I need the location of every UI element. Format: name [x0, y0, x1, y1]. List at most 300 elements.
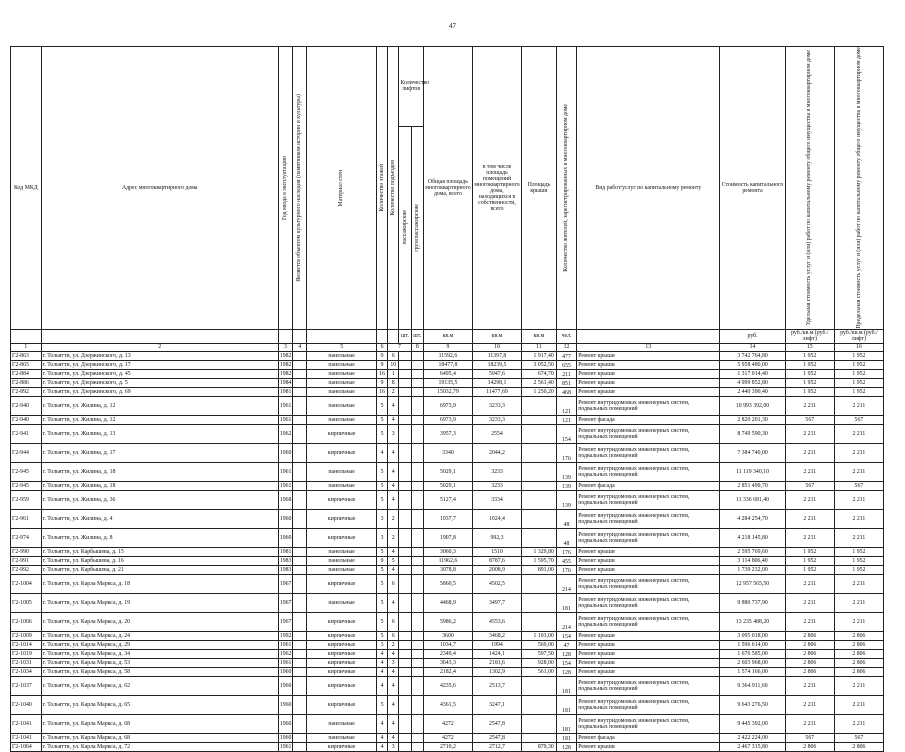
cell-unit: 2 806 [785, 742, 834, 751]
cell-roof: 2 561,40 [522, 378, 557, 387]
cell-owned: 2547,8 [472, 714, 521, 733]
cell-cost: 13 235 488,20 [720, 612, 785, 631]
cell-work: Ремонт внутридомовых инженерных систем, подвальных помещений [577, 462, 720, 481]
cell-ent: 5 [388, 556, 399, 565]
cell-empty [399, 481, 411, 490]
cell-cost: 11 336 681,40 [720, 490, 785, 509]
cell-owned: 1424,1 [472, 649, 521, 658]
cell-people: 181 [556, 593, 576, 612]
cell-empty [411, 649, 423, 658]
cell-empty [411, 742, 423, 751]
cell-empty [399, 649, 411, 658]
cell-limit: 2 806 [834, 640, 883, 649]
cell-empty [293, 649, 307, 658]
cell-roof: 1 329,80 [522, 547, 557, 556]
cell-address: г. Тольятти, ул. Дзержинского, д. 13 [41, 351, 278, 360]
cell-address: г. Тольятти, ул. Жилина, д. 12 [41, 396, 278, 415]
cell-unit: 2 211 [785, 612, 834, 631]
cell-work: Ремонт внутридомовых инженерных систем, подвальных помещений [577, 695, 720, 714]
cell-empty [293, 462, 307, 481]
cell-owned: 14298,1 [472, 378, 521, 387]
header-works: Вид работ/услуг по капитальному ремонту [577, 47, 720, 330]
cell-walls: кирпичные [307, 676, 377, 695]
cell-empty [411, 574, 423, 593]
cell-limit: 2 806 [834, 742, 883, 751]
cell-limit: 2 211 [834, 443, 883, 462]
cell-year: 1960 [279, 734, 292, 741]
cell-owned: 3233 [472, 481, 521, 490]
cell-address: г. Тольятти, ул. Жилина, д. 8 [41, 528, 278, 547]
table-row [11, 649, 884, 658]
cell-unit: 2 211 [785, 490, 834, 509]
cell-limit: 567 [834, 415, 883, 424]
cell-people: 48 [556, 509, 576, 528]
cell-people: 47 [556, 640, 576, 649]
cell-work: Ремонт крыши [577, 378, 720, 387]
cell-owned: 1302,9 [472, 667, 521, 676]
cell-floors: 9 [376, 351, 387, 360]
cell-people: 214 [556, 574, 576, 593]
cell-area: 2710,2 [423, 742, 472, 751]
cell-empty [293, 667, 307, 676]
cell-walls: кирпичные [307, 443, 377, 462]
cell-work: Ремонт внутридомовых инженерных систем, подвальных помещений [577, 424, 720, 443]
cell-limit: 1 952 [834, 387, 883, 396]
cell-limit: 2 211 [834, 695, 883, 714]
cell-work: Ремонт крыши [577, 631, 720, 640]
cell-limit: 1 952 [834, 547, 883, 556]
table-body [11, 351, 884, 751]
cell-area: 4272 [423, 733, 472, 742]
cell-area: 15032,79 [423, 387, 472, 396]
cell-year: 1961 [279, 482, 292, 489]
cell-floors: 4 [376, 658, 387, 667]
cell-code: Г2-1031 [11, 658, 42, 667]
cell-code: Г2-991 [11, 556, 42, 565]
cell-floors: 5 [376, 396, 387, 415]
cell-unit: 2 211 [785, 714, 834, 733]
unit-people: чел. [556, 329, 576, 343]
cell-work: Ремонт фасада [577, 733, 720, 742]
cell-work: Ремонт крыши [577, 658, 720, 667]
header-unit-cost: Удельная стоимость услуг и (или) работ по капитальному ремонту общего имущества в многоквартирном доме [785, 47, 834, 330]
cell-empty [399, 695, 411, 714]
cell-code: Г2-1006 [11, 612, 42, 631]
cell-cost: 4 999 852,80 [720, 378, 785, 387]
cell-roof [522, 714, 557, 733]
cell-ent: 4 [388, 481, 399, 490]
cell-area: 18477,8 [423, 360, 472, 369]
cell-walls: панельные [307, 481, 377, 490]
cell-empty [411, 676, 423, 695]
cell-area: 2349,4 [423, 649, 472, 658]
cell-cost: 1 574 166,00 [720, 667, 785, 676]
cell-empty [411, 396, 423, 415]
cell-address: г. Тольятти, ул. Карбышева, д. 21 [41, 565, 278, 574]
cell-people: 181 [556, 714, 576, 733]
cell-owned: 3468,2 [472, 631, 521, 640]
cell-owned: 11397,8 [472, 351, 521, 360]
cell-area: 11962,6 [423, 556, 472, 565]
cell-empty [399, 574, 411, 593]
cell-roof: 561,00 [522, 667, 557, 676]
cell-walls: панельные [307, 547, 377, 556]
cell-year: 1983 [279, 557, 292, 564]
cell-area: 19135,5 [423, 378, 472, 387]
cell-area: 4361,5 [423, 695, 472, 714]
header-residents: Количество жителей, зарегистрированных в многоквартирном доме [556, 47, 576, 330]
cell-empty [411, 695, 423, 714]
cell-owned: 3233,3 [472, 415, 521, 424]
cell-ent: 6 [388, 612, 399, 631]
table-row [11, 593, 884, 612]
cell-empty [411, 462, 423, 481]
cell-area: 5860,5 [423, 574, 472, 593]
cell-owned: 2513,7 [472, 676, 521, 695]
cell-limit: 2 211 [834, 424, 883, 443]
cell-ent: 4 [388, 490, 399, 509]
cell-area: 6973,9 [423, 415, 472, 424]
cell-empty [293, 658, 307, 667]
cell-floors: 3 [376, 640, 387, 649]
cell-area: 3340 [423, 443, 472, 462]
unit-area-1: кв.м [423, 329, 472, 343]
cell-empty [411, 547, 423, 556]
cell-owned: 3247,1 [472, 695, 521, 714]
cell-limit: 567 [834, 481, 883, 490]
cell-year: 1967 [278, 574, 292, 593]
cell-unit: 2 211 [785, 695, 834, 714]
cell-empty [399, 360, 411, 369]
cell-address: г. Тольятти, ул. Дзержинского, д. 69 [41, 387, 278, 396]
cell-limit: 1 952 [834, 565, 883, 574]
cell-work: Ремонт крыши [577, 565, 720, 574]
cell-area: 1034,7 [423, 640, 472, 649]
cell-ent: 1 [388, 369, 399, 378]
cell-code: Г2-1005 [11, 593, 42, 612]
cell-floors: 4 [376, 733, 387, 742]
cell-floors: 5 [376, 547, 387, 556]
cell-floors: 4 [376, 649, 387, 658]
cell-year: 1961 [279, 416, 292, 423]
header-year: Год ввода в эксплуатацию [278, 47, 292, 330]
cell-roof [522, 733, 557, 742]
cell-limit: 2 211 [834, 528, 883, 547]
cell-area: 3600 [423, 631, 472, 640]
cell-walls: панельные [307, 378, 377, 387]
cell-empty [399, 396, 411, 415]
cell-empty [399, 415, 411, 424]
cell-people: 139 [556, 481, 576, 490]
cell-roof [522, 396, 557, 415]
cell-owned: 2554 [472, 424, 521, 443]
cell-address: г. Тольятти, ул. Карла Маркса, д. 20 [41, 612, 278, 631]
cell-cost: 4 284 254,70 [720, 509, 785, 528]
header-owned-area: в том числе площадь помещений многоквартирного дома, находящихся в собственности, всего [472, 47, 521, 330]
table-row [11, 714, 884, 733]
cell-empty [399, 509, 411, 528]
cell-people: 121 [556, 415, 576, 424]
cell-cost: 5 958 480,00 [720, 360, 785, 369]
cell-empty [399, 528, 411, 547]
cell-code: Г2-974 [11, 528, 42, 547]
cell-empty [399, 640, 411, 649]
cell-code: Г2-1037 [11, 676, 42, 695]
cell-year: 1961 [279, 659, 292, 666]
cell-address: г. Тольятти, ул. Карла Маркса, д. 62 [41, 676, 278, 695]
cell-ent: 4 [388, 415, 399, 424]
cell-cost: 2 422 224,00 [720, 733, 785, 742]
cell-roof: 674,70 [522, 369, 557, 378]
cell-empty [293, 574, 307, 593]
cell-year: 1960 [278, 509, 292, 528]
cell-empty [411, 424, 423, 443]
cell-people: 214 [556, 612, 576, 631]
cell-floors: 5 [376, 415, 387, 424]
cell-roof: 597,50 [522, 649, 557, 658]
cell-limit: 567 [834, 733, 883, 742]
cell-ent: 6 [388, 351, 399, 360]
cell-empty [293, 556, 307, 565]
cell-unit: 2 806 [785, 631, 834, 640]
table-row [11, 378, 884, 387]
cell-owned: 8787,6 [472, 556, 521, 565]
cell-year: 1961 [278, 396, 292, 415]
cell-ent: 3 [388, 658, 399, 667]
cell-work: Ремонт внутридомовых инженерных систем, подвальных помещений [577, 443, 720, 462]
cell-limit: 2 211 [834, 490, 883, 509]
cell-people: 154 [556, 424, 576, 443]
cell-empty [293, 509, 307, 528]
cell-empty [411, 658, 423, 667]
table-row [11, 490, 884, 509]
cell-cost: 3 095 018,00 [720, 631, 785, 640]
cell-code: Г2-945 [11, 462, 42, 481]
cell-people: 211 [556, 369, 576, 378]
cell-address: г. Тольятти, ул. Дзержинского, д. 17 [41, 360, 278, 369]
cell-empty [411, 369, 423, 378]
cell-walls: кирпичные [307, 612, 377, 631]
cell-floors: 5 [376, 631, 387, 640]
cell-limit: 2 211 [834, 509, 883, 528]
cell-code: Г2-863 [11, 351, 42, 360]
cell-address: г. Тольятти, ул. Жилина, д. 18 [41, 481, 278, 490]
cell-empty [293, 378, 307, 387]
cell-floors: 4 [376, 667, 387, 676]
table-row [11, 396, 884, 415]
cell-people: 139 [556, 490, 576, 509]
table-row [11, 351, 884, 360]
cell-limit: 1 952 [834, 369, 883, 378]
table-row [11, 387, 884, 396]
cell-work: Ремонт крыши [577, 387, 720, 396]
cell-unit: 2 806 [785, 640, 834, 649]
cell-walls: кирпичные [307, 658, 377, 667]
cell-cost: 3 114 806,40 [720, 556, 785, 565]
table-row [11, 631, 884, 640]
cell-year: 1982 [279, 370, 292, 377]
cell-work: Ремонт внутридомовых инженерных систем, подвальных помещений [577, 574, 720, 593]
cell-people: 176 [556, 443, 576, 462]
cell-limit: 2 211 [834, 676, 883, 695]
cell-code: Г2-940 [11, 415, 42, 424]
cell-work: Ремонт крыши [577, 667, 720, 676]
cell-floors: 4 [376, 714, 387, 733]
cell-roof [522, 695, 557, 714]
table-row [11, 574, 884, 593]
cell-empty [411, 509, 423, 528]
cell-code: Г2-892 [11, 387, 42, 396]
cell-cost: 9 445 392,00 [720, 714, 785, 733]
cell-walls: кирпичные [307, 490, 377, 509]
cell-cost: 2 467 315,80 [720, 742, 785, 751]
cell-unit: 1 952 [785, 378, 834, 387]
cell-empty [411, 631, 423, 640]
cell-walls: панельные [307, 593, 377, 612]
cell-work: Ремонт внутридомовых инженерных систем, подвальных помещений [577, 676, 720, 695]
cell-code: Г2-1014 [11, 640, 42, 649]
cell-unit: 567 [785, 481, 834, 490]
cell-empty [411, 714, 423, 733]
header-limit-cost: Предельная стоимость услуг и (или) работ по капитальному ремонту общего имущества в многоквартирном доме [834, 47, 883, 330]
cell-owned: 4553,6 [472, 612, 521, 631]
cell-unit: 2 211 [785, 443, 834, 462]
cell-empty [399, 667, 411, 676]
cell-floors: 5 [376, 424, 387, 443]
cell-walls: кирпичные [307, 528, 377, 547]
table-row [11, 556, 884, 565]
cell-area: 4468,9 [423, 593, 472, 612]
cell-roof: 569,00 [522, 640, 557, 649]
cell-limit: 2 211 [834, 612, 883, 631]
cell-empty [293, 360, 307, 369]
cell-empty [399, 565, 411, 574]
table-row [11, 443, 884, 462]
cell-walls: панельные [307, 714, 377, 733]
cell-cost: 11 119 340,10 [720, 462, 785, 481]
cell-unit: 2 211 [785, 676, 834, 695]
cell-ent: 4 [388, 396, 399, 415]
cell-area: 11592,6 [423, 351, 472, 360]
unit-per-2: руб./кв.м (руб./лифт) [834, 329, 883, 343]
cell-floors: 16 [376, 369, 387, 378]
cell-year: 1983 [279, 566, 292, 573]
capital-repair-table-container [10, 46, 895, 751]
cell-unit: 1 952 [785, 547, 834, 556]
cell-work: Ремонт внутридомовых инженерных систем, подвальных помещений [577, 396, 720, 415]
cell-roof [522, 528, 557, 547]
cell-empty [399, 547, 411, 556]
cell-area: 3957,3 [423, 424, 472, 443]
table-row [11, 462, 884, 481]
cell-empty [399, 733, 411, 742]
cell-owned: 2008,9 [472, 565, 521, 574]
cell-code: Г2-990 [11, 547, 42, 556]
table-row [11, 695, 884, 714]
cell-empty [399, 556, 411, 565]
column-number-row: 1 2 3 4 5 6 7 8 9 10 11 12 13 14 15 16 [11, 343, 884, 351]
cell-empty [411, 593, 423, 612]
cell-work: Ремонт крыши [577, 547, 720, 556]
cell-ent: 4 [388, 667, 399, 676]
cell-cost: 2 440 390,40 [720, 387, 785, 396]
cell-floors: 9 [376, 556, 387, 565]
table-row [11, 547, 884, 556]
cell-empty [411, 481, 423, 490]
cell-empty [411, 528, 423, 547]
cell-people: 181 [556, 695, 576, 714]
cell-year: 1967 [278, 612, 292, 631]
cell-unit: 2 211 [785, 593, 834, 612]
cell-ent: 2 [388, 387, 399, 396]
cell-address: г. Тольятти, ул. Жилина, д. 4 [41, 509, 278, 528]
cell-area: 4235,6 [423, 676, 472, 695]
cell-work: Ремонт фасада [577, 481, 720, 490]
table-header [11, 47, 884, 352]
cell-address: г. Тольятти, ул. Жилина, д. 18 [41, 462, 278, 481]
cell-year: 1962 [279, 650, 292, 657]
cell-code: Г2-1034 [11, 667, 42, 676]
cell-floors: 4 [376, 443, 387, 462]
cell-people: 477 [556, 351, 576, 360]
cell-empty [293, 640, 307, 649]
cell-floors: 5 [376, 574, 387, 593]
cell-unit: 2 806 [785, 649, 834, 658]
cell-year: 1961 [278, 462, 292, 481]
cell-walls: панельные [307, 396, 377, 415]
cell-empty [399, 612, 411, 631]
cell-area: 3060,3 [423, 547, 472, 556]
cell-empty [411, 612, 423, 631]
cell-people: 128 [556, 667, 576, 676]
cell-work: Ремонт внутридомовых инженерных систем, подвальных помещений [577, 593, 720, 612]
cell-people: 655 [556, 360, 576, 369]
cell-limit: 2 211 [834, 593, 883, 612]
cell-walls: панельные [307, 387, 377, 396]
cell-code: Г2-941 [11, 424, 42, 443]
cell-people: 48 [556, 528, 576, 547]
cell-roof: 891,00 [522, 565, 557, 574]
unit-rub: руб. [720, 329, 785, 343]
unit-area-2: кв.м [472, 329, 521, 343]
cell-code: Г2-1040 [11, 695, 42, 714]
cell-cost: 12 957 565,50 [720, 574, 785, 593]
table-row [11, 667, 884, 676]
header-walls: Материал стен [307, 47, 377, 330]
cell-address: г. Тольятти, ул. Карла Маркса, д. 24 [41, 631, 278, 640]
table-row [11, 640, 884, 649]
cell-empty [399, 443, 411, 462]
cell-people: 468 [556, 387, 576, 396]
cell-empty [293, 443, 307, 462]
cell-empty [293, 424, 307, 443]
cell-roof [522, 593, 557, 612]
cell-empty [411, 490, 423, 509]
cell-walls: кирпичные [307, 667, 377, 676]
cell-roof [522, 612, 557, 631]
cell-people: 455 [556, 556, 576, 565]
cell-ent: 8 [388, 378, 399, 387]
cell-roof: 928,00 [522, 658, 557, 667]
cell-area: 5029,1 [423, 481, 472, 490]
cell-ent: 2 [388, 640, 399, 649]
cell-empty [411, 565, 423, 574]
cell-unit: 2 211 [785, 462, 834, 481]
cell-area: 1937,7 [423, 509, 472, 528]
unit-lifts-1: шт. [399, 329, 411, 343]
cell-cost: 2 820 201,30 [720, 415, 785, 424]
cell-floors: 5 [376, 565, 387, 574]
